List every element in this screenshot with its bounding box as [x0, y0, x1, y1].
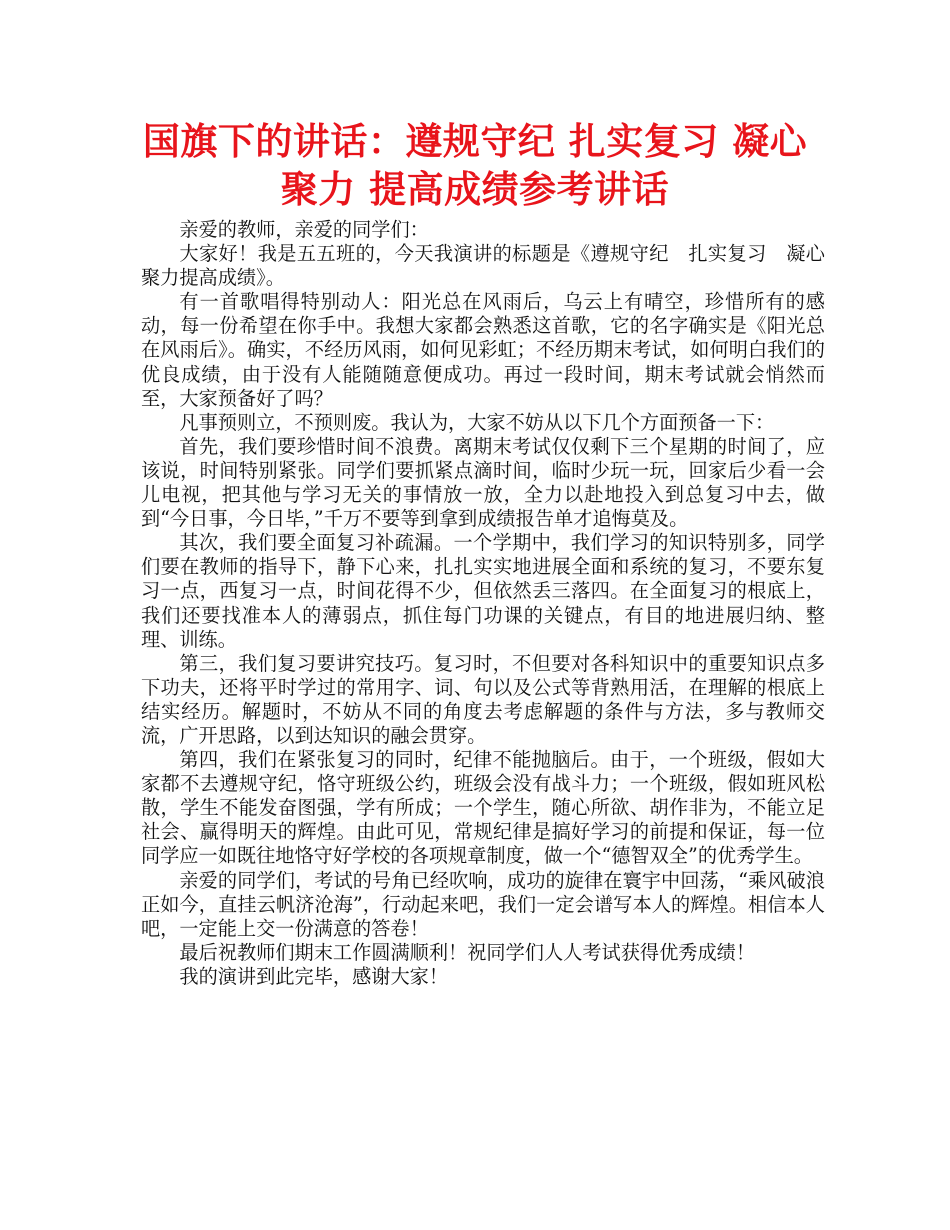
document-body [141, 218, 825, 989]
paragraph-preparation: 凡事预则立，不预则废。我认为，大家不妨从以下几个方面预备一下： [179, 410, 775, 434]
paragraph-encouragement: 亲爱的同学们，考试的号角已经吹响，成功的旋律在寰宇中回荡，“乘风破浪正如今，直挂云帆济沧海”，行动起来吧，我们一定会谱写本人的辉煌。相信本人吧，一定能上交一份满意的答卷！ [141, 868, 825, 940]
paragraph-salutation: 亲爱的教师，亲爱的同学们： [179, 218, 429, 241]
paragraph-song: 有一首歌唱得特别动人：阳光总在风雨后，乌云上有晴空，珍惜所有的感动，每一份希望在你手中。我想大家都会熟悉这首歌，它的名字确实是《阳光总在风雨后》。确实，不经历风雨，如何见彩虹；不经历期末考试，如何明白我们的优良成绩，由于没有人能随随意便成功。再过一段时间，期末考试就会悄然而至，大家预备好了吗？ [141, 290, 825, 410]
paragraph-third-point: 第三，我们复习要讲究技巧。复习时，不但要对各科知识中的重要知识点多下功夫，还将平时学过的常用字、词、句以及公式等背熟用活，在理解的根底上结实经历。解题时，不妨从不同的角度去考虑解题的条件与方法，多与教师交流，广开思路，以到达知识的融会贯穿。 [141, 651, 825, 747]
paragraph-fourth-point: 第四，我们在紧张复习的同时，纪律不能抛脑后。由于，一个班级，假如大家都不去遵规守纪，恪守班级公约，班级会没有战斗力；一个班级，假如班风松散，学生不能发奋图强，学有所成；一个学生，随心所欲、胡作非为，不能立足社会、赢得明天的辉煌。由此可见，常规纪律是搞好学习的前提和保证，每一位同学应一如既往地恪守好学校的各项规章制度，做一个“德智双全”的优秀学生。 [141, 748, 825, 868]
paragraph-wishes: 最后祝教师们期末工作圆满顺利！祝同学们人人考试获得优秀成绩！ [179, 940, 756, 964]
paragraph-greeting: 大家好！我是五五班的，今天我演讲的标题是《遵规守纪 扎实复习 凝心聚力提高成绩》。 [141, 242, 825, 290]
paragraph-first-point: 首先，我们要珍惜时间不浪费。离期末考试仅仅剩下三个星期的时间了，应该说，时间特别紧张。同学们要抓紧点滴时间，临时少玩一玩，回家后少看一会儿电视，把其他与学习无关的事情放一放，全力以赴地投入到总复习中去，做到“今日事，今日毕，”千万不要等到拿到成绩报告单才追悔莫及。 [141, 434, 825, 531]
paragraph-second-point: 其次，我们要全面复习补疏漏。一个学期中，我们学习的知识特别多，同学们要在教师的指导下，静下心来，扎扎实实地进展全面和系统的复习，不要东复习一点，西复习一点，时间花得不少，但依然丢三落四。在全面复习的根底上，我们还要找准本人的薄弱点，抓住每门功课的关键点，有目的地进展归纳、整理、训练。 [141, 531, 825, 651]
paragraph-closing: 我的演讲到此完毕，感谢大家！ [179, 964, 449, 988]
page-title: 国旗下的讲话：遵规守纪 扎实复习 凝心聚力 提高成绩参考讲话 [142, 120, 808, 211]
